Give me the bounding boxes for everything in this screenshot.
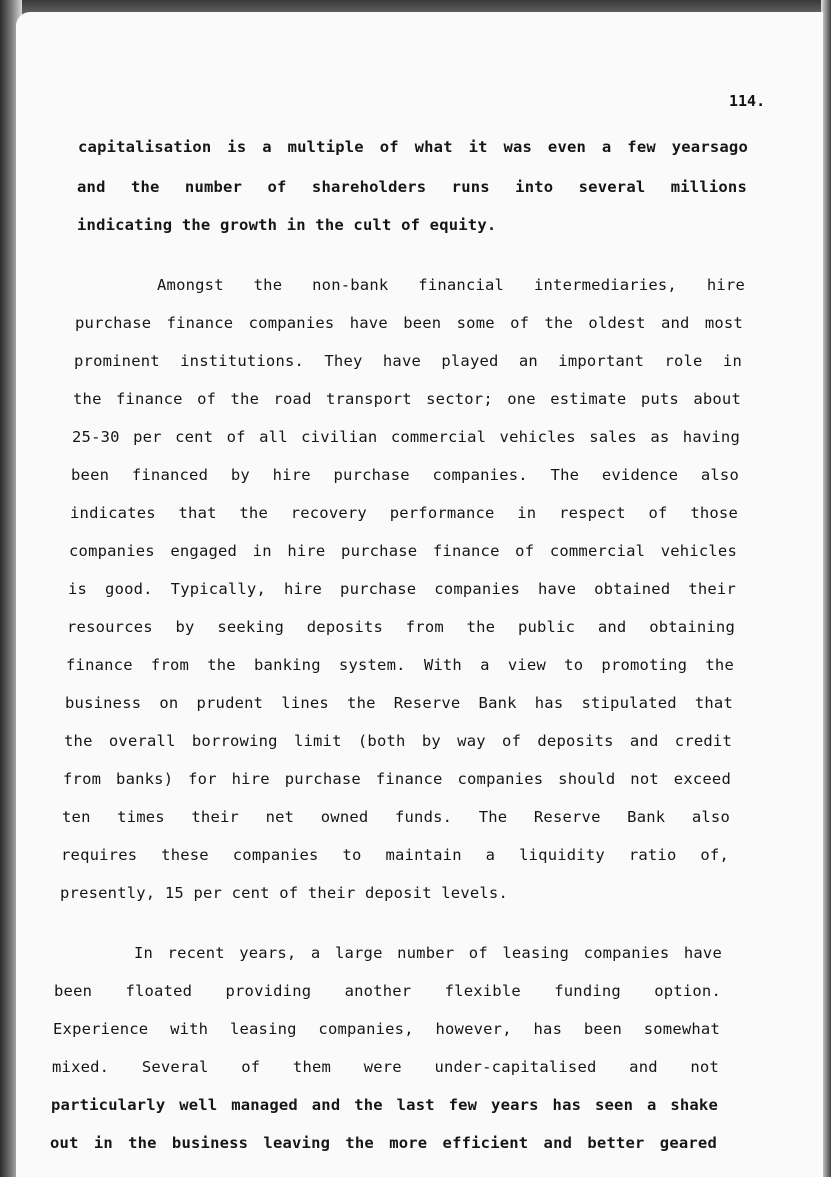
text-line: prominent institutions. They have played an important role in	[74, 352, 742, 370]
text-line: requires these companies to maintain a liquidity ratio of,	[61, 846, 729, 864]
text-line: ten times their net owned funds. The Reserve Bank also	[62, 808, 730, 826]
text-line: the finance of the road transport sector; one estimate puts about	[73, 390, 741, 408]
text-line: presently, 15 per cent of their deposit levels.	[60, 884, 508, 902]
text-line: capitalisation is a multiple of what it was even a few yearsago	[78, 138, 748, 156]
text-line: 25-30 per cent of all civilian commercial vehicles sales as having	[72, 428, 740, 446]
text-line: out in the business leaving the more efficient and better geared	[50, 1134, 717, 1152]
text-line: mixed. Several of them were under-capitalised and not	[52, 1058, 719, 1076]
text-line: business on prudent lines the Reserve Bank has stipulated that	[65, 694, 733, 712]
page-number: 114.	[729, 92, 766, 110]
text-line: indicating the growth in the cult of equity.	[77, 216, 497, 234]
text-line: the overall borrowing limit (both by way of deposits and credit	[64, 732, 732, 750]
text-line: Experience with leasing companies, however, has been somewhat	[53, 1020, 720, 1038]
text-line: indicates that the recovery performance in respect of those	[70, 504, 738, 522]
text-line: companies engaged in hire purchase finance of commercial vehicles	[69, 542, 737, 560]
text-line: and the number of shareholders runs into several millions	[77, 178, 747, 196]
text-line: In recent years, a large number of leasing companies have	[134, 944, 722, 962]
text-line: purchase finance companies have been some of the oldest and most	[75, 314, 743, 332]
text-line: finance from the banking system. With a view to promoting the	[66, 656, 734, 674]
text-line: is good. Typically, hire purchase companies have obtained their	[68, 580, 736, 598]
text-line: from banks) for hire purchase finance companies should not exceed	[63, 770, 731, 788]
text-line: resources by seeking deposits from the public and obtaining	[67, 618, 735, 636]
text-line: been floated providing another flexible funding option.	[54, 982, 721, 1000]
text-line: particularly well managed and the last few years has seen a shake	[51, 1096, 718, 1114]
document-page	[16, 12, 823, 1177]
text-line: Amongst the non-bank financial intermediaries, hire	[157, 276, 745, 294]
text-line: been financed by hire purchase companies. The evidence also	[71, 466, 739, 484]
